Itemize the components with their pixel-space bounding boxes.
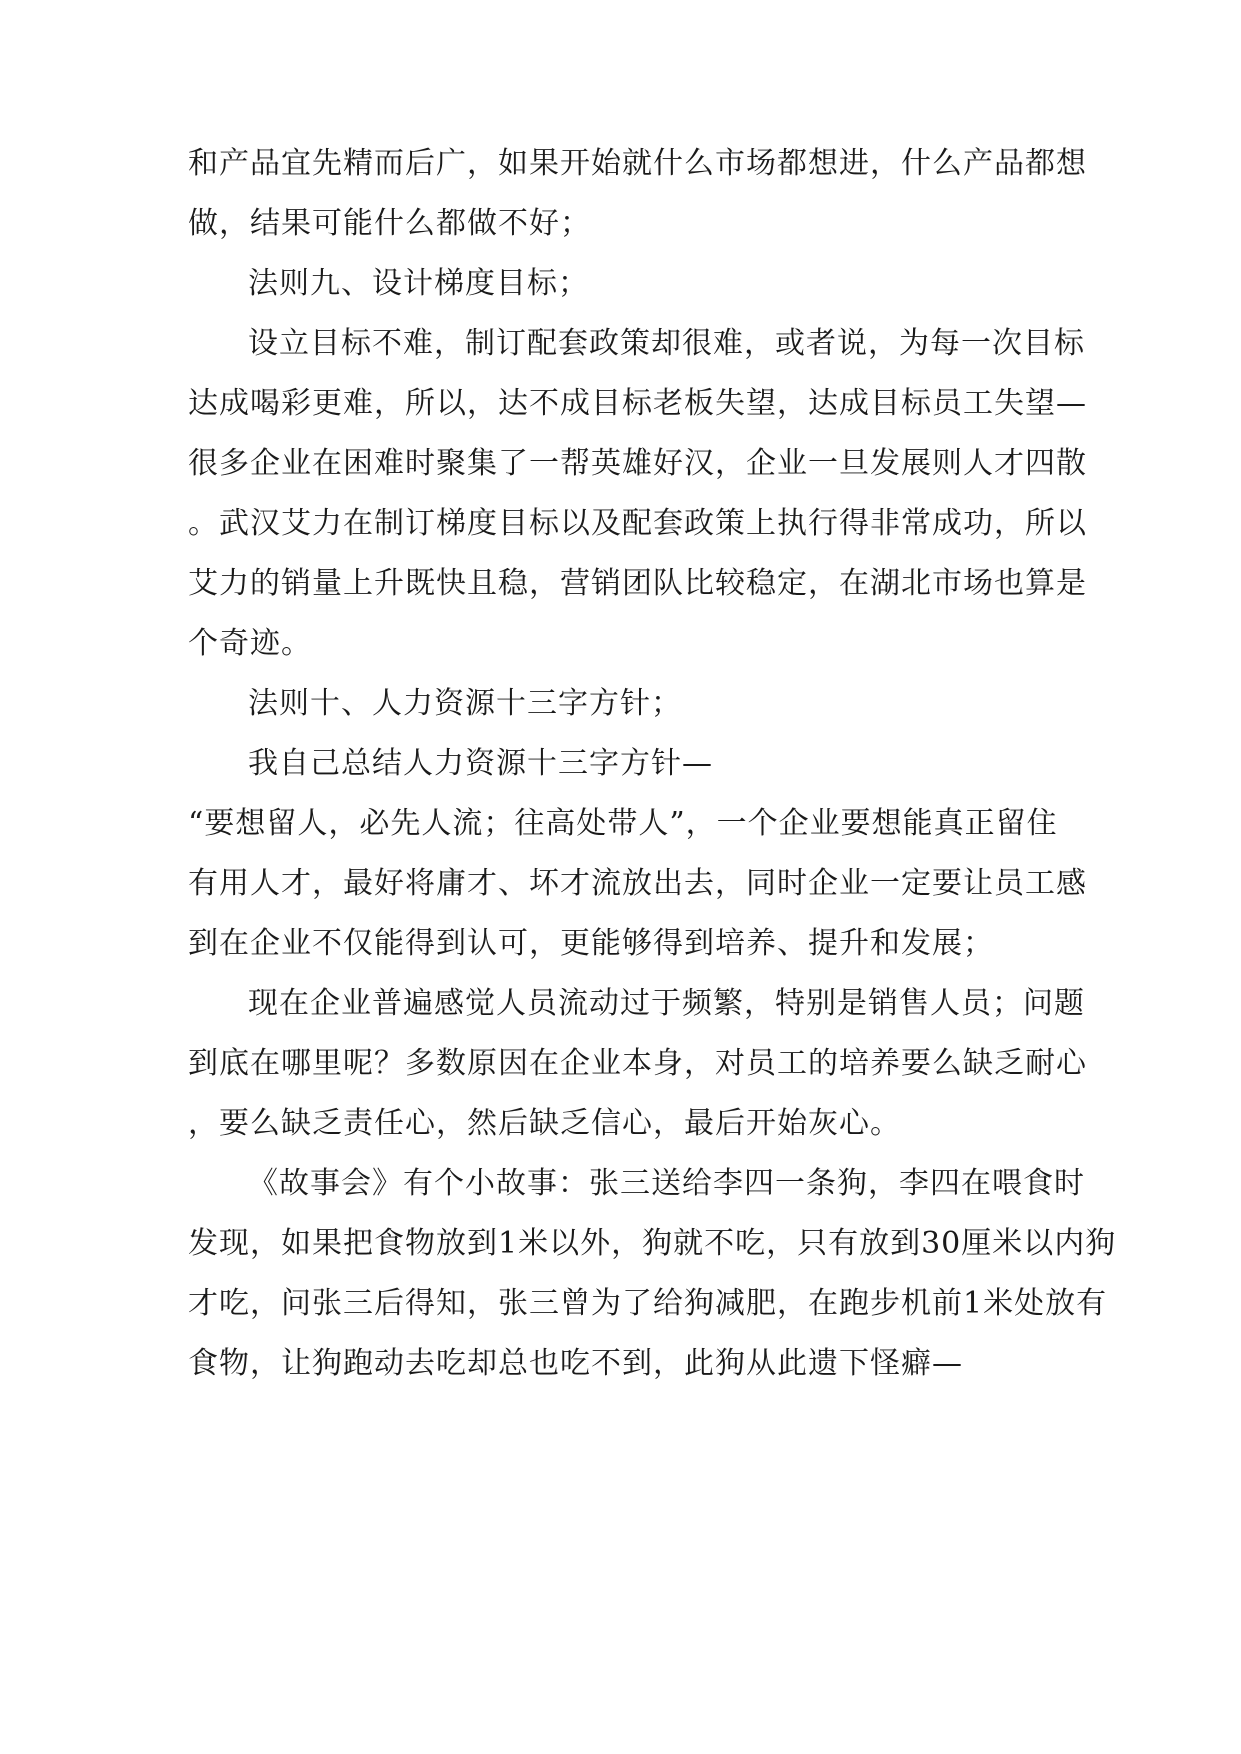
section-heading-rule-10: 法则十、人力资源十三字方针； (248, 686, 682, 721)
text-line: 很多企业在困难时聚集了一帮英雄好汉，企业一旦发展则人才四散 (188, 446, 1087, 481)
text-line: 艾力的销量上升既快且稳，营销团队比较稳定，在湖北市场也算是 (188, 566, 1087, 601)
text-line: 到底在哪里呢？多数原因在企业本身，对员工的培养要么缺乏耐心 (188, 1046, 1087, 1081)
section-heading-rule-9: 法则九、设计梯度目标； (248, 266, 589, 301)
text-line: 。武汉艾力在制订梯度目标以及配套政策上执行得非常成功，所以 (188, 506, 1087, 541)
text-line: ，要么缺乏责任心，然后缺乏信心，最后开始灰心。 (188, 1106, 901, 1141)
text-line: 到在企业不仅能得到认可，更能够得到培养、提升和发展； (188, 926, 994, 961)
text-line: 设立目标不难，制订配套政策却很难，或者说，为每一次目标 (248, 326, 1085, 361)
text-line: 食物，让狗跑动去吃却总也吃不到，此狗从此遗下怪癖— (188, 1346, 963, 1381)
text-line: 做，结果可能什么都做不好； (188, 206, 591, 241)
text-line: 个奇迹。 (188, 626, 312, 661)
text-line: 《故事会》有个小故事：张三送给李四一条狗，李四在喂食时 (248, 1166, 1085, 1201)
text-line: 现在企业普遍感觉人员流动过于频繁，特别是销售人员；问题 (248, 986, 1085, 1021)
text-line: “要想留人，必先人流；往高处带人”，一个企业要想能真正留住 (188, 806, 1058, 841)
text-line: 才吃，问张三后得知，张三曾为了给狗减肥，在跑步机前1米处放有 (188, 1286, 1108, 1321)
text-line: 达成喝彩更难，所以，达不成目标老板失望，达成目标员工失望— (188, 386, 1087, 421)
text-line: 发现，如果把食物放到1米以外，狗就不吃，只有放到30厘米以内狗 (188, 1226, 1117, 1261)
text-line: 和产品宜先精而后广，如果开始就什么市场都想进，什么产品都想 (188, 146, 1087, 181)
text-line: 我自己总结人力资源十三字方针— (248, 746, 713, 781)
text-line: 有用人才，最好将庸才、坏才流放出去，同时企业一定要让员工感 (188, 866, 1087, 901)
